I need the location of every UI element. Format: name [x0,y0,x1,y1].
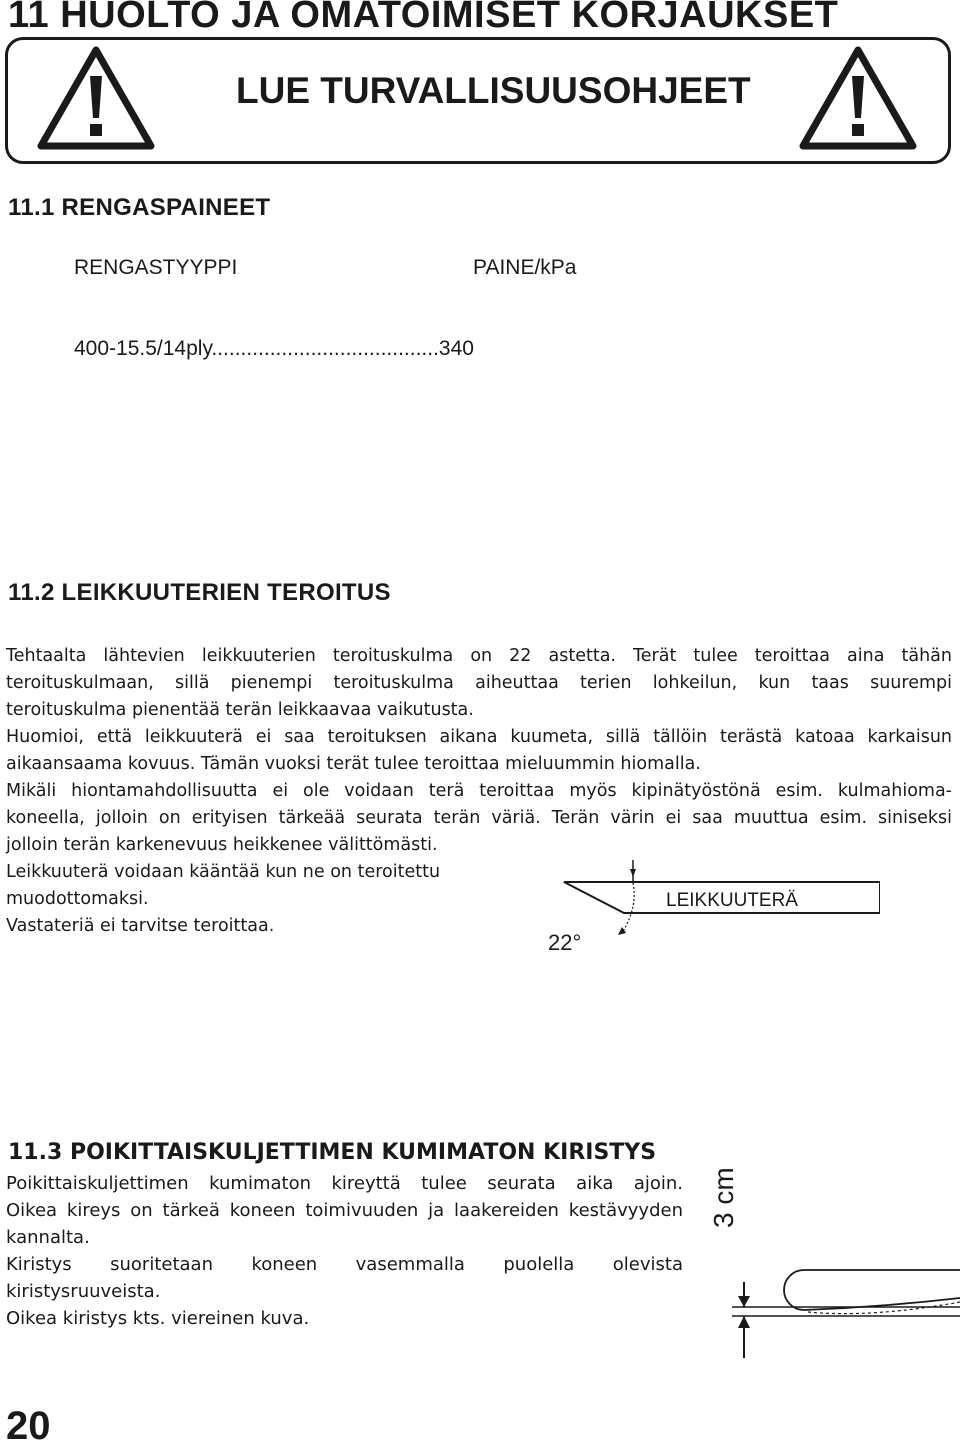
blade-label: LEIKKUUTERÄ [666,890,798,911]
text-line: muodottomaksi. [6,889,149,909]
text-line: koneella, jolloin on erityisen tärkeää seurata terän väriä. Terän värin ei saa muuttua esim. siniseksi [6,808,952,828]
text-line: Poikittaiskuljettimen kumimaton kireyttä tulee seurata aika ajoin. [6,1173,683,1194]
belt-tension-diagram [712,1210,960,1358]
page-heading: 11 HUOLTO JA OMATOIMISET KORJAUKSET [8,0,839,36]
text-line: kiristysruuveista. [6,1281,161,1302]
column-pressure: PAINE/kPa [473,256,577,279]
conveyor-tension-text [6,1170,683,1332]
warning-triangle-icon [799,46,917,150]
text-line: Vastateriä ei tarvitse teroittaa. [6,916,275,936]
text-line: Kiristys suoritetaan koneen vasemmalla puolella olevista [6,1254,683,1275]
text-line: Oikea kireys on tärkeä koneen toimivuuden ja laakereiden kestävyyden [6,1200,683,1221]
section-title-blade-sharpening: 11.2 LEIKKUUTERIEN TEROITUS [8,579,391,606]
text-line: Tehtaalta lähtevien leikkuuterien teroituskulma on 22 astetta. Terät tulee teroittaa aina tähän [6,646,952,666]
text-line: Leikkuuterä voidaan kääntää kun ne on teroitettu [6,862,441,882]
section-title-tire-pressure: 11.1 RENGASPAINEET [8,194,271,221]
text-line: kannalta. [6,1227,90,1248]
dimension-label: 3 cm [708,1167,739,1228]
section-title-conveyor-tension: 11.3 POIKITTAISKULJETTIMEN KUMIMATON KIRISTYS [8,1140,657,1165]
text-line: Mikäli hiontamahdollisuutta ei ole voidaan terä teroittaa myös kipinätyöstönä esim. kulmahioma- [6,781,952,801]
text-line: Oikea kiristys kts. viereinen kuva. [6,1308,310,1329]
text-line: teroituskulma pienentää terän leikkaavaa vaikutusta. [6,700,474,720]
text-line: Huomioi, että leikkuuterä ei saa teroituksen aikana kuumeta, sillä tällöin terästä katoaa karkaisun [6,727,952,747]
text-line: aikaansaama kovuus. Tämän vuoksi terät tulee teroittaa mieluummin hiomalla. [6,754,701,774]
warning-title: LUE TURVALLISUUSOHJEET [236,70,751,111]
tire-pressure-row: 400-15.5/14ply.......................................340 [74,337,474,360]
column-tire-type: RENGASTYYPPI [74,256,238,279]
warning-triangle-icon [37,46,155,150]
page-number: 20 [6,1404,51,1448]
angle-label: 22° [548,930,582,955]
text-line: jolloin terän karkenevuus heikkenee välittömästi. [6,835,438,855]
text-line: teroituskulmaan, sillä pienempi teroituskulma aiheuttaa terien lohkeilun, kun taas suurempi [6,673,952,693]
